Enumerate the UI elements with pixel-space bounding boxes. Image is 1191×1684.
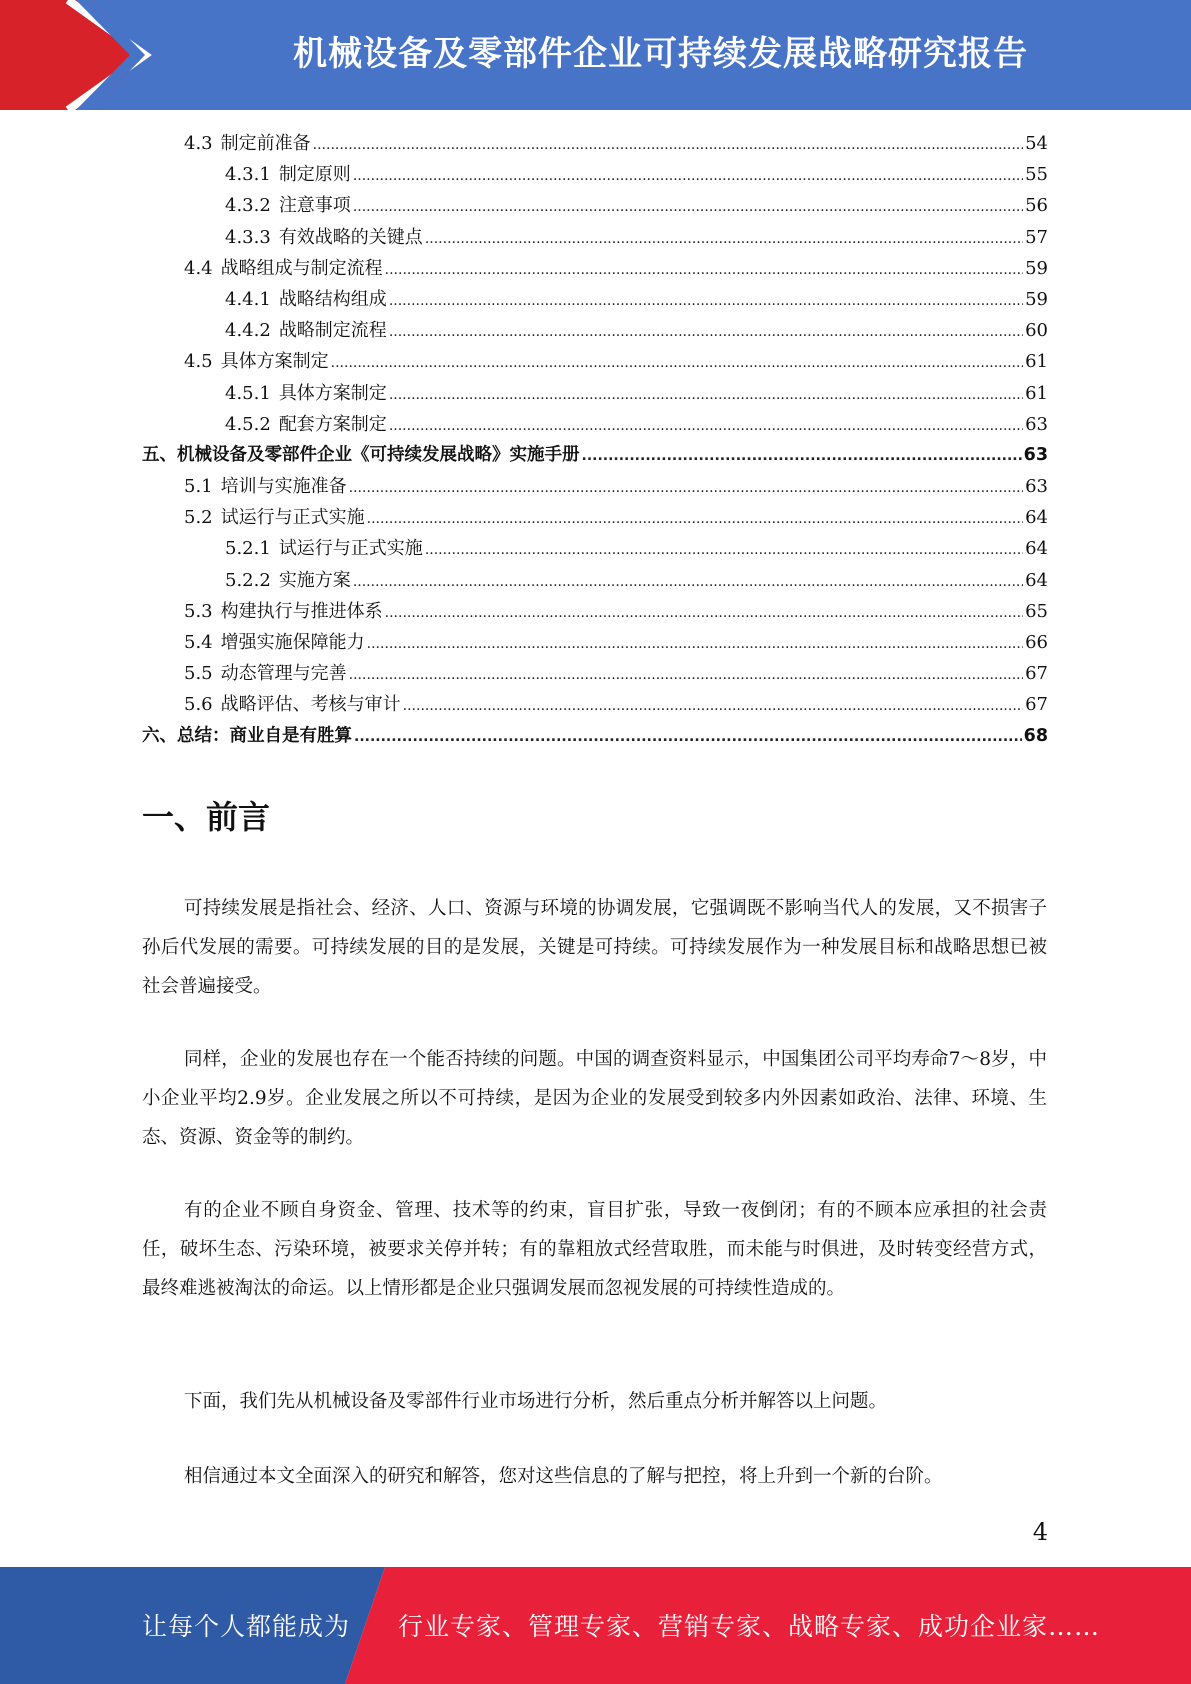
footer-slogan-left: 让每个人都能成为 xyxy=(142,1612,351,1641)
toc-entry-page: 64 xyxy=(1025,507,1048,529)
toc-entry-label: 战略结构组成 xyxy=(278,288,387,310)
toc-dot-leader xyxy=(389,409,1023,442)
toc-entry-number: 4.4.1 xyxy=(225,288,271,310)
toc-entry-number: 5.6 xyxy=(184,694,213,716)
toc-dot-leader xyxy=(389,284,1023,317)
toc-entry-label: 构建执行与推进体系 xyxy=(220,600,383,622)
toc-dot-leader xyxy=(367,502,1023,535)
report-title: 机械设备及零部件企业可持续发展战略研究报告 xyxy=(293,34,1028,74)
toc-dot-leader xyxy=(385,253,1023,286)
toc-entry-number: 5.2.1 xyxy=(225,538,271,560)
toc-entry[interactable] xyxy=(142,253,1048,284)
toc-entry[interactable] xyxy=(142,721,1048,752)
toc-entry-label: 六、总结：商业自是有胜算 xyxy=(142,725,352,746)
toc-entry-number: 4.5.1 xyxy=(225,382,271,404)
toc-entry[interactable] xyxy=(142,315,1048,346)
toc-entry[interactable] xyxy=(142,596,1048,627)
toc-dot-leader xyxy=(367,627,1023,660)
toc-dot-leader xyxy=(389,315,1023,348)
toc-entry-page: 64 xyxy=(1025,569,1048,591)
toc-entry-page: 61 xyxy=(1025,351,1048,373)
table-of-contents xyxy=(142,128,1048,752)
toc-dot-leader xyxy=(349,471,1023,504)
toc-entry-label: 制定前准备 xyxy=(220,133,311,154)
toc-entry-number: 5.1 xyxy=(184,476,213,498)
section-heading: 一、前言 xyxy=(142,798,271,836)
toc-entry-label: 注意事项 xyxy=(278,195,351,217)
toc-entry-number: 4.3.1 xyxy=(225,164,271,186)
toc-entry-label: 战略评估、考核与审计 xyxy=(220,694,401,716)
header-arrow-decoration xyxy=(0,0,160,110)
toc-entry-label: 配套方案制定 xyxy=(278,413,387,435)
paragraph-5: 相信通过本文全面深入的研究和解答，您对这些信息的了解与把控，将上升到一个新的台阶。 xyxy=(184,1466,943,1487)
toc-entry[interactable] xyxy=(142,658,1048,689)
toc-entry-label: 具体方案制定 xyxy=(220,351,329,373)
toc-entry-page: 63 xyxy=(1025,413,1048,435)
toc-entry-number: 5.4 xyxy=(184,632,213,653)
toc-entry[interactable] xyxy=(142,378,1048,409)
toc-entry[interactable] xyxy=(142,440,1048,471)
footer-slogan-right: 行业专家、管理专家、营销专家、战略专家、成功企业家…… xyxy=(398,1612,1101,1641)
paragraph-1: 可持续发展是指社会、经济、人口、资源与环境的协调发展，它强调既不影响当代人的发展，又不损害子孙后代发展的需要。可持续发展的目的是发展，关键是可持续。可持续发展作为一种发展目标和战略思想已被社会普遍接受。 xyxy=(142,898,1047,997)
toc-entry-label: 战略制定流程 xyxy=(278,320,387,342)
toc-entry-number: 5.2.2 xyxy=(225,569,271,591)
toc-entry[interactable] xyxy=(142,409,1048,440)
toc-dot-leader xyxy=(353,159,1023,192)
toc-dot-leader xyxy=(582,440,1022,472)
toc-entry-page: 57 xyxy=(1025,226,1048,248)
toc-entry-number: 4.4 xyxy=(184,257,213,279)
toc-entry-page: 60 xyxy=(1025,320,1048,342)
toc-entry-page: 54 xyxy=(1025,133,1048,154)
toc-dot-leader xyxy=(349,658,1023,691)
toc-entry-label: 实施方案 xyxy=(278,569,351,591)
paragraph-2: 同样，企业的发展也存在一个能否持续的问题。中国的调查资料显示，中国集团公司平均寿命7～8岁，中小企业平均2.9岁。企业发展之所以不可持续，是因为企业的发展受到较多内外因素如政治、法律、环境、生态、资源、资金等的制约。 xyxy=(142,1049,1047,1148)
toc-entry-label: 试运行与正式实施 xyxy=(278,538,423,560)
paragraph-4: 下面，我们先从机械设备及零部件行业市场进行分析，然后重点分析并解答以上问题。 xyxy=(184,1391,888,1412)
toc-entry-label: 动态管理与完善 xyxy=(220,663,347,685)
toc-entry[interactable] xyxy=(142,284,1048,315)
toc-entry-number: 5.2 xyxy=(184,507,213,529)
toc-entry-number: 4.3 xyxy=(184,133,213,154)
toc-dot-leader xyxy=(353,565,1023,598)
toc-entry-page: 68 xyxy=(1023,725,1048,746)
toc-entry-number: 4.4.2 xyxy=(225,320,271,342)
toc-entry-number: 4.3.3 xyxy=(225,226,271,248)
toc-entry-page: 64 xyxy=(1025,538,1048,560)
toc-entry[interactable] xyxy=(142,502,1048,533)
toc-entry[interactable] xyxy=(142,689,1048,720)
toc-entry-label: 增强实施保障能力 xyxy=(220,632,365,653)
toc-entry-number: 4.5 xyxy=(184,351,213,373)
toc-entry-page: 59 xyxy=(1025,257,1048,279)
toc-entry-page: 67 xyxy=(1025,694,1048,716)
toc-dot-leader xyxy=(389,378,1023,411)
toc-entry-page: 61 xyxy=(1025,382,1048,404)
toc-entry-label: 五、机械设备及零部件企业《可持续发展战略》实施手册 xyxy=(142,444,580,465)
toc-dot-leader xyxy=(353,190,1023,223)
toc-dot-leader xyxy=(354,721,1022,753)
toc-entry-page: 55 xyxy=(1025,164,1048,186)
toc-entry[interactable] xyxy=(142,471,1048,502)
toc-entry-page: 65 xyxy=(1025,600,1048,622)
toc-entry[interactable] xyxy=(142,159,1048,190)
toc-entry[interactable] xyxy=(142,128,1048,159)
toc-entry[interactable] xyxy=(142,190,1048,221)
toc-entry-page: 63 xyxy=(1025,476,1048,498)
toc-dot-leader xyxy=(385,596,1023,629)
toc-entry-page: 59 xyxy=(1025,288,1048,310)
toc-entry-page: 66 xyxy=(1025,632,1048,653)
toc-entry-page: 63 xyxy=(1023,444,1048,465)
toc-entry[interactable] xyxy=(142,565,1048,596)
toc-entry[interactable] xyxy=(142,627,1048,658)
toc-entry[interactable] xyxy=(142,222,1048,253)
toc-dot-leader xyxy=(425,222,1023,255)
toc-entry[interactable] xyxy=(142,346,1048,377)
footer-banner xyxy=(0,1567,1191,1684)
toc-dot-leader xyxy=(403,689,1023,722)
toc-dot-leader xyxy=(425,533,1023,566)
paragraph-3: 有的企业不顾自身资金、管理、技术等的约束，盲目扩张，导致一夜倒闭；有的不顾本应承担的社会责任，破坏生态、污染环境，被要求关停并转；有的靠粗放式经营取胜，而未能与时俱进，及时转变经营方式，最终难逃被淘汰的命运。以上情形都是企业只强调发展而忽视发展的可持续性造成的。 xyxy=(142,1200,1047,1299)
toc-entry-label: 制定原则 xyxy=(278,164,351,186)
toc-entry-label: 培训与实施准备 xyxy=(220,476,347,498)
toc-dot-leader xyxy=(331,346,1023,379)
toc-entry-page: 67 xyxy=(1025,663,1048,685)
toc-entry[interactable] xyxy=(142,533,1048,564)
toc-entry-label: 战略组成与制定流程 xyxy=(220,257,383,279)
toc-entry-number: 5.3 xyxy=(184,600,213,622)
page-number: 4 xyxy=(1032,1518,1048,1546)
toc-entry-page: 56 xyxy=(1025,195,1048,217)
toc-entry-label: 具体方案制定 xyxy=(278,382,387,404)
toc-dot-leader xyxy=(313,128,1023,161)
toc-entry-number: 5.5 xyxy=(184,663,213,685)
toc-entry-label: 有效战略的关键点 xyxy=(278,226,423,248)
header-banner xyxy=(0,0,1191,110)
toc-entry-label: 试运行与正式实施 xyxy=(220,507,365,529)
toc-entry-number: 4.5.2 xyxy=(225,413,271,435)
toc-entry-number: 4.3.2 xyxy=(225,195,271,217)
